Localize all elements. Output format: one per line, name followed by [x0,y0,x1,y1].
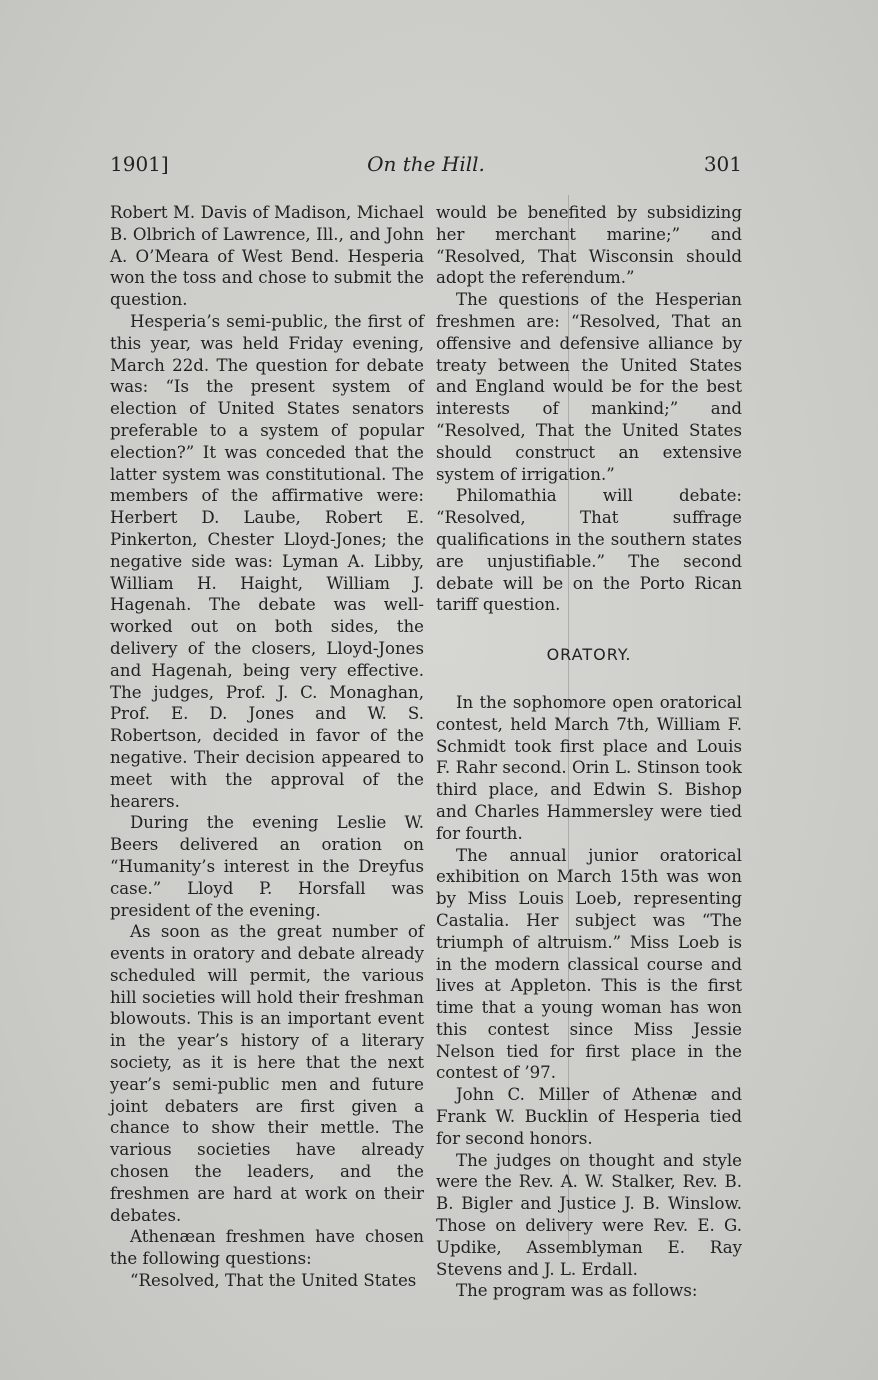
paragraph: “Resolved, That the United States [130,1271,417,1291]
header-title: On the Hill. [367,152,485,176]
paragraph: The questions of the Hesperian freshmen are: “Resolved, That an offensive and defensive alliance by treaty between the United States and England would be for the best interests of mankind;” and “Resolved, That the United States should construct an extensive system of irrigation.” [436,290,742,484]
paragraph: The annual junior oratorical exhibition on March 15th was won by Miss Louis Loeb, representing Castalia. Her subject was “The triumph of altruism.” Miss Loeb is in the modern classical course and lives at Appleton. This is the first time that a young woman has won this contest since Miss Jessie Nelson tied for first place in the contest of ’97. [436,845,742,1083]
running-header [110,152,742,186]
paragraph: would be benefited by subsidizing her merchant marine;” and “Resolved, That Wisconsin should adopt the referendum.” [436,203,742,288]
section-heading: ORATORY. [546,645,632,665]
paragraph: Robert M. Davis of Madison, Michael B. Olbrich of Lawrence, Ill., and John A. O’Meara of West Bend. Hesperia won the toss and chose to submit the question. [110,203,424,310]
paragraph: As soon as the great number of events in oratory and debate already scheduled will permit, the various hill societies will hold their freshman blowouts. This is an important event in the year’s history of a literary society, as it is here that the next year’s semi-public men and future joint debaters are first given a chance to show their mettle. The various societies have already chosen the leaders, and the freshmen are hard at work on their debates. [110,922,424,1225]
page-number: 301 [703,152,742,176]
paragraph: During the evening Leslie W. Beers delivered an oration on “Humanity’s interest in the Dreyfus case.” Lloyd P. Horsfall was president of the evening. [110,813,424,920]
header-year: 1901] [110,152,169,176]
right-column [436,202,742,1302]
paragraph: Philomathia will debate: “Resolved, That suffrage qualifications in the southern states are unjustifiable.” The second debate will be on the Porto Rican tariff question. [436,486,742,615]
left-column [110,202,424,1292]
paragraph: In the sophomore open oratorical contest, held March 7th, William F. Schmidt took first place and Louis F. Rahr second. Orin L. Stinson took third place, and Edwin S. Bishop and Charles Hammersley were tied for fourth. [436,692,742,843]
paragraph: Hesperia’s semi-public, the first of this year, was held Friday evening, March 22d. The question for debate was: “Is the present system of election of United States senators preferable to a system of popular election?” It was conceded that the latter system was constitutional. The members of the affirmative were: Herbert D. Laube, Robert E. Pinkerton, Chester Lloyd-Jones; the negative side was: Lyman A. Libby, William H. Haight, William J. Hagenah. The debate was well-worked out on both sides, the delivery of the closers, Lloyd-Jones and Hagenah, being very effective. The judges, Prof. J. C. Monaghan, Prof. E. D. Jones and W. S. Robertson, decided in favor of the negative. Their decision appeared to meet with the approval of the hearers. [110,311,424,811]
paragraph: The judges on thought and style were the Rev. A. W. Stalker, Rev. B. B. Bigler and Justice J. B. Winslow. Those on delivery were Rev. E. G. Updike, Assemblyman E. Ray Stevens and J. L. Erdall. [436,1150,742,1279]
paragraph: The program was as follows: [456,1281,698,1301]
paragraph: Athenæan freshmen have chosen the following questions: [110,1227,424,1269]
paragraph: John C. Miller of Athenæ and Frank W. Bucklin of Hesperia tied for second honors. [436,1085,742,1148]
